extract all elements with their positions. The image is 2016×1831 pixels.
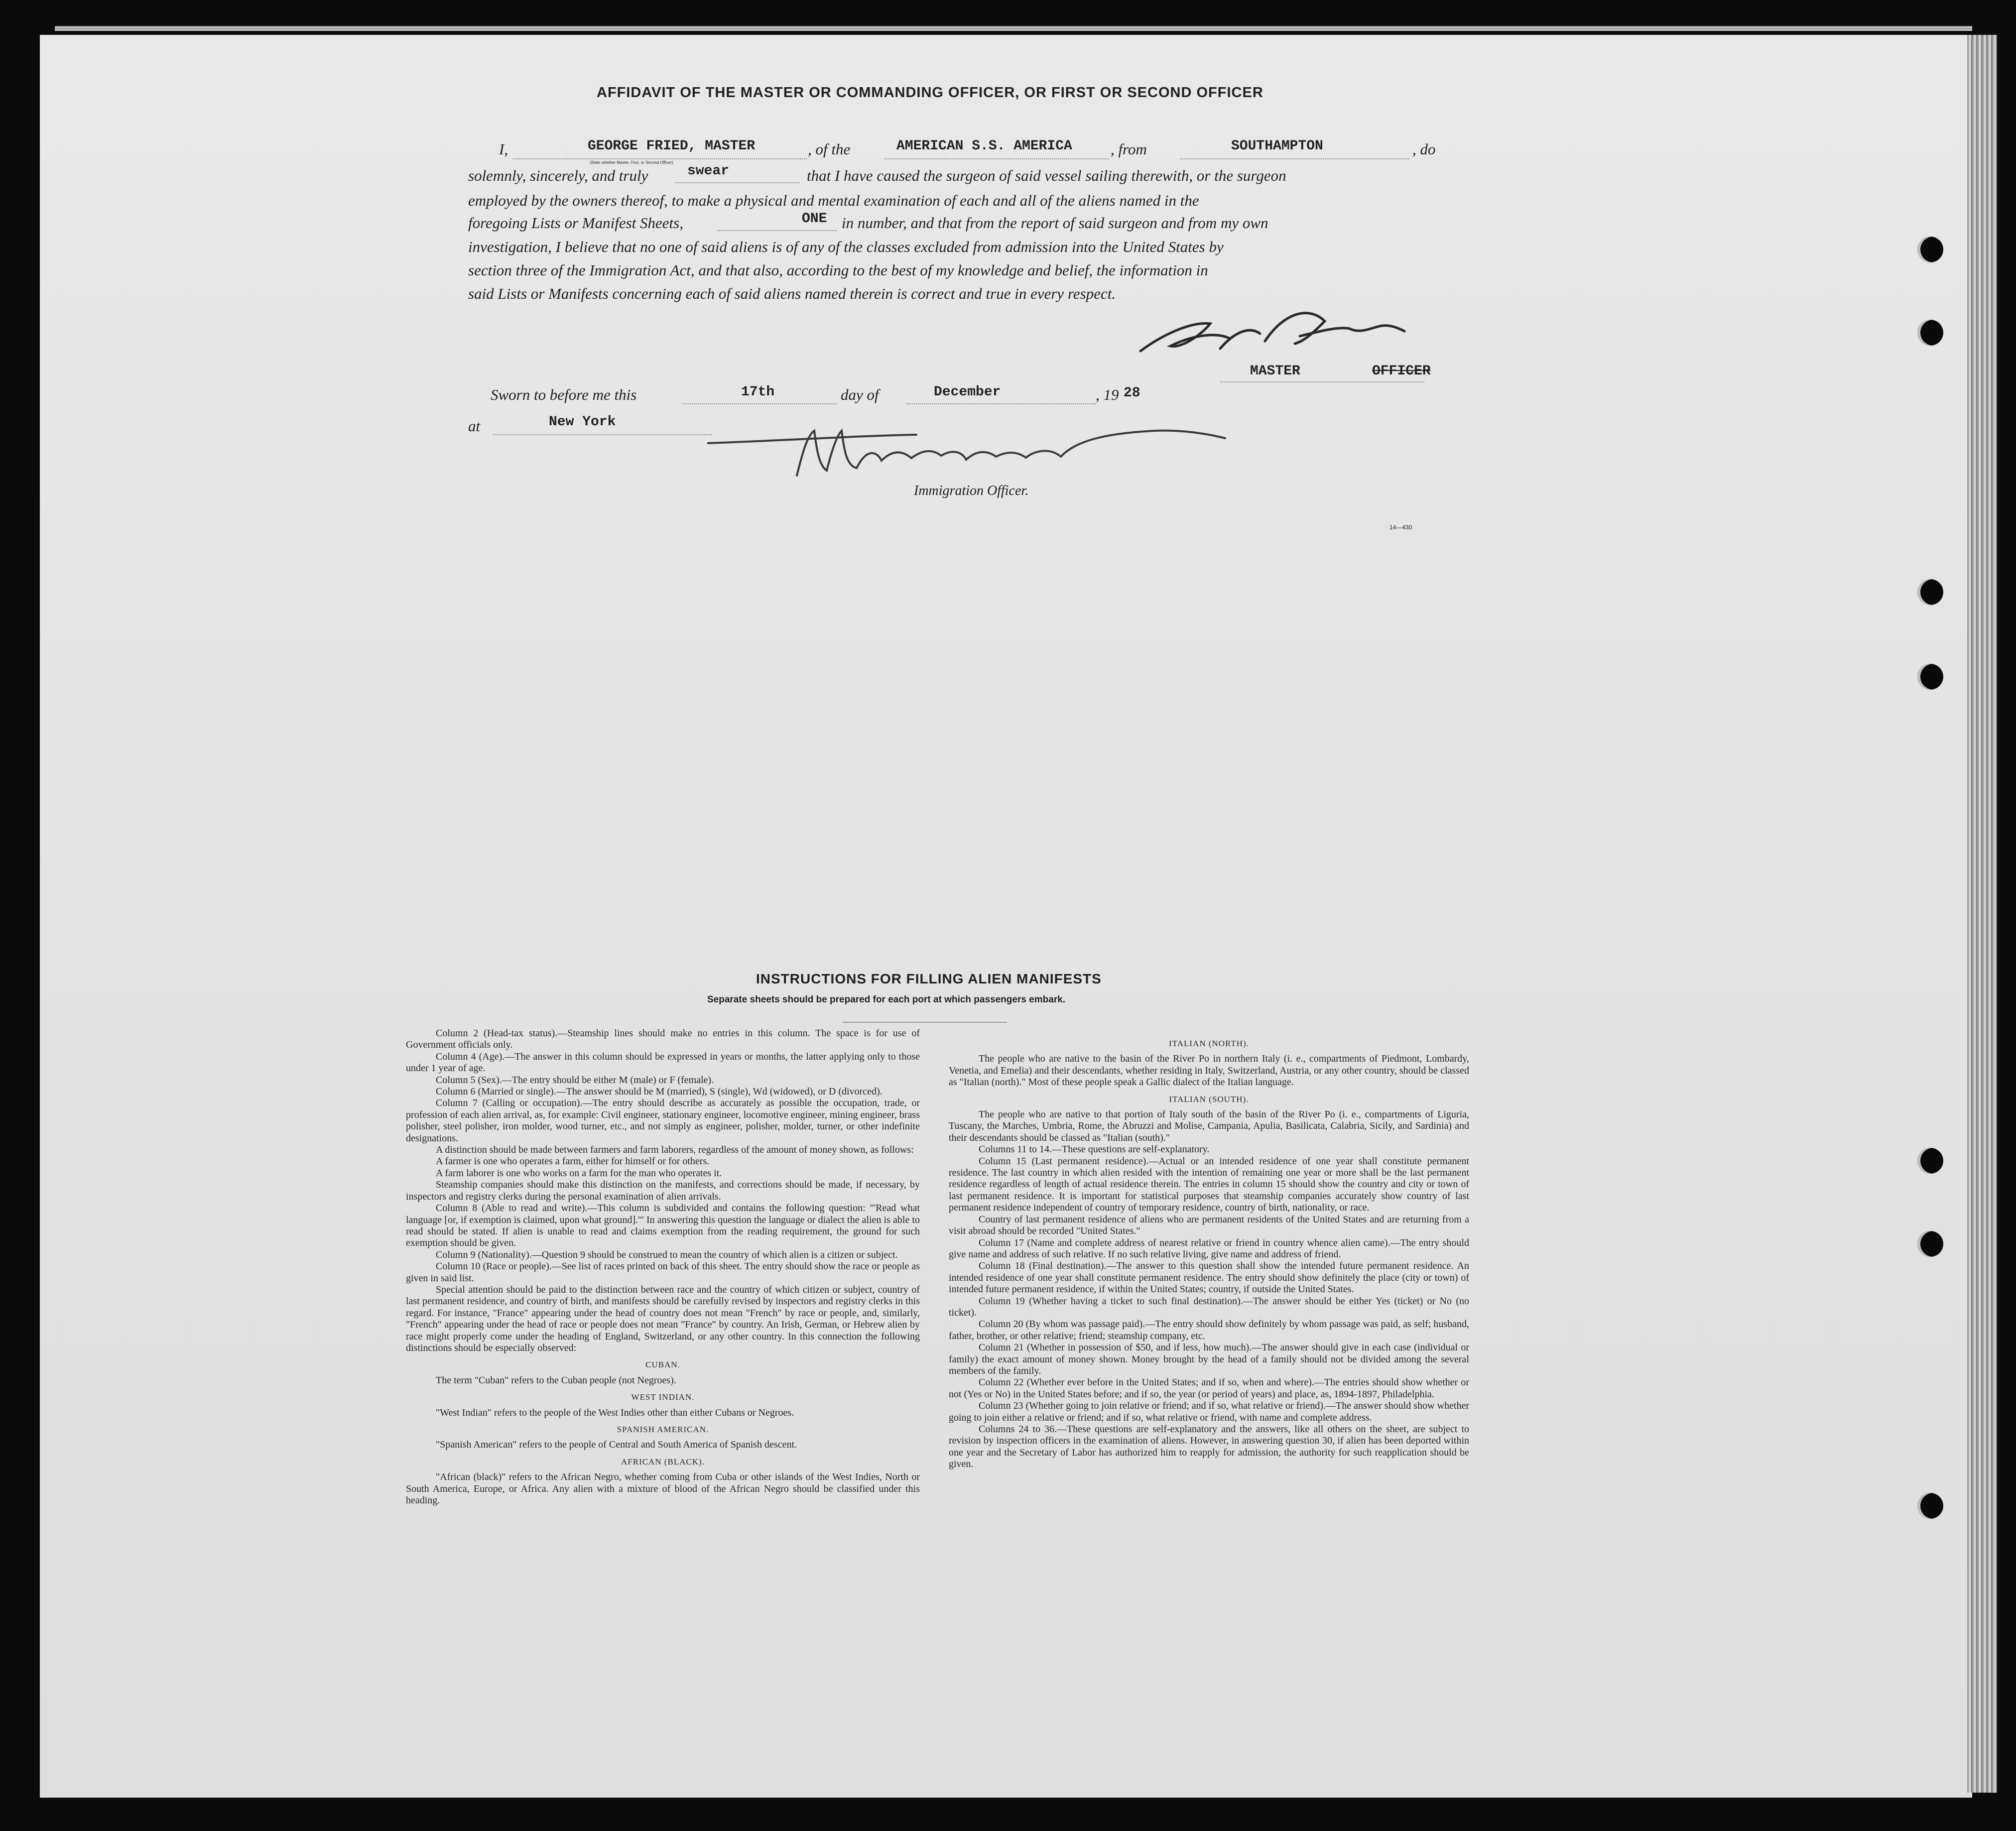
binder-hole bbox=[1917, 1231, 1943, 1257]
instruction-paragraph: The people who are native to the basin of the River Po in northern Italy (i. e., compartments of Piedmont, Lombardy, Venetia, and Emelia) and their descendants, whether residing in Italy, Switzerland, Austria, or any other country, should be classed as "Italian (north)." Most of these people speak a Gallic dialect of the Italian language. bbox=[949, 1053, 1469, 1088]
binder-hole bbox=[1917, 320, 1943, 346]
affidavit-heading: AFFIDAVIT OF THE MASTER OR COMMANDING OFFICER, OR FIRST OR SECOND OFFICER bbox=[597, 85, 1263, 101]
affidavit-text: solemnly, sincerely, and truly bbox=[468, 167, 648, 184]
section-heading: CUBAN. bbox=[645, 1360, 680, 1370]
do-label: , do bbox=[1412, 140, 1436, 158]
section-heading: ITALIAN (NORTH). bbox=[1169, 1039, 1249, 1048]
page-edge-stack bbox=[1967, 35, 1997, 1793]
binder-hole bbox=[1917, 1148, 1943, 1174]
instructions-right-column bbox=[949, 1033, 1469, 1470]
binder-hole bbox=[1917, 1493, 1943, 1519]
section-heading: SPANISH AMERICAN. bbox=[617, 1425, 709, 1434]
instruction-paragraph: Column 15 (Last permanent residence).—Actual or an intended residence of one year shall constitute permanent residence. The last country in which alien resided with the intention of remaining one year or more shall be the last permanent residence regardless of length of actual residence therein. The entries in column 15 should show the country and city or town of last permanent residence. It is important for statistical purposes that steamship companies accurately show country of last permanent residence independent of country of temporary residence, country of birth, nationality, or race. bbox=[949, 1155, 1469, 1214]
underline bbox=[493, 434, 712, 435]
instruction-paragraph: Column 8 (Able to read and write).—This column is subdivided and contains the following question: "'Read what language [or, if exemption is claimed, upon what ground].'" In answering this question the language or dialect the alien is able to read should be stated. If alien is unable to read and claims exemption from the reading requirement, the ground for such exemption should be given. bbox=[406, 1203, 920, 1249]
instruction-paragraph: "Spanish American" refers to the people of Central and South America of Spanish descent. bbox=[436, 1439, 797, 1451]
section-heading: WEST INDIAN. bbox=[631, 1392, 695, 1402]
instruction-paragraph: Column 17 (Name and complete address of nearest relative or friend in country whence alien came).—The entry should give name and address of such relative. If no such relative living, give name and address of friend. bbox=[949, 1237, 1469, 1260]
i-label: I, bbox=[499, 140, 508, 158]
year-prefix: , 19 bbox=[1096, 386, 1119, 403]
affidavit-text: said Lists or Manifests concerning each of said aliens named therein is correct and true in every respect. bbox=[468, 285, 1116, 302]
instruction-paragraph: Column 18 (Final destination).—The answer to this question shall show the intended future permanent residence. An intended residence of one year shall constitute permanent residence. The entry should show definitely the place (city or town) of intended future permanent residence, if within the United States; country, if outside the United States. bbox=[949, 1260, 1469, 1295]
from-label: , from bbox=[1111, 140, 1147, 158]
sworn-place: New York bbox=[549, 414, 616, 430]
underline bbox=[717, 230, 837, 231]
of-the-label: , of the bbox=[808, 140, 851, 158]
instruction-paragraph: Column 19 (Whether having a ticket to such final destination).—The answer should be either Yes (ticket) or No (no ticket). bbox=[949, 1295, 1469, 1318]
underline bbox=[682, 403, 837, 404]
underline bbox=[884, 158, 1109, 159]
affidavit-text: section three of the Immigration Act, and that also, according to the best of my knowledge and belief, the information in bbox=[468, 261, 1208, 279]
instruction-paragraph: Column 20 (By whom was passage paid).—The entry should show definitely by whom passage was paid, as self; husband, father, brother, or other relative; friend; steamship company, etc. bbox=[949, 1319, 1469, 1342]
instruction-paragraph: A distinction should be made between farmers and farm laborers, regardless of the amount of money shown, as follows: bbox=[436, 1144, 914, 1156]
instruction-paragraph: Column 21 (Whether in possession of $50, and if less, how much).—The answer should give in each case (individual or family) the exact amount of money shown. Money brought by the head of a family should not be divided among the several members of the family. bbox=[949, 1342, 1469, 1376]
instruction-paragraph: Steamship companies should make this distinction on the manifests, and corrections should be made, if necessary, by inspectors and registry clerks during the personal examination of alien arrivals. bbox=[406, 1179, 920, 1202]
instruction-paragraph: A farmer is one who operates a farm, either for himself or for others. bbox=[436, 1156, 710, 1167]
affidavit-text: employed by the owners thereof, to make a physical and mental examination of each and all of the aliens named in the bbox=[468, 192, 1199, 209]
vessel-name: AMERICAN S.S. AMERICA bbox=[896, 138, 1072, 154]
instruction-paragraph: Column 4 (Age).—The answer in this column should be expressed in years or months, the latter applying only to those under 1 year of age. bbox=[406, 1051, 920, 1074]
instruction-paragraph: Column 6 (Married or single).—The answer should be M (married), S (single), Wd (widowed), or D (divorced). bbox=[436, 1086, 882, 1098]
instruction-paragraph: Column 2 (Head-tax status).—Steamship lines should make no entries in this column. The space is for use of Government officials only. bbox=[406, 1028, 920, 1051]
instruction-paragraph: Columns 24 to 36.—These questions are self-explanatory and the answers, like all others on the sheet, are subject to revision by inspection officers in the examination of aliens. However, in answering question 30, if alien has been deported within one year and the Secretary of Labor has authorized him to reapply for admission, the authority for such reapplication should be given. bbox=[949, 1424, 1469, 1470]
instruction-paragraph: Column 5 (Sex).—The entry should be either M (male) or F (female). bbox=[436, 1074, 714, 1086]
binder-hole bbox=[1917, 664, 1943, 690]
sworn-month: December bbox=[934, 384, 1001, 400]
section-heading: AFRICAN (BLACK). bbox=[621, 1457, 705, 1466]
instruction-paragraph: Country of last permanent residence of aliens who are permanent residents of the United States and are returning from a visit abroad should be recorded "United States." bbox=[949, 1214, 1469, 1237]
instructions-heading: INSTRUCTIONS FOR FILLING ALIEN MANIFESTS bbox=[756, 971, 1102, 986]
sworn-label: Sworn to before me this bbox=[491, 386, 637, 403]
instruction-paragraph: "African (black)" refers to the African Negro, whether coming from Cuba or other islands of the West Indies, North or South America, Europe, or Africa. Any alien with a mixture of blood of the African Negro should be classified under this heading. bbox=[406, 1471, 920, 1506]
affidavit-text: that I have caused the surgeon of said vessel sailing therewith, or the surgeon bbox=[807, 167, 1286, 184]
instruction-paragraph: Column 9 (Nationality).—Question 9 should be construed to mean the country of which alien is a citizen or subject. bbox=[436, 1249, 898, 1260]
instruction-paragraph: The people who are native to that portion of Italy south of the basin of the River Po (i. e., compartments of Liguria, Tuscany, the Marches, Umbria, Rome, the Abruzzi and Molise, Campania, Apulia, Basilicata, Calabria, Sicily, and Sardinia) and their descendants should be classed as "Italian (south)." bbox=[949, 1109, 1469, 1143]
instruction-paragraph: Column 22 (Whether ever before in the United States; and if so, when and where).—The entries should show whether or not (Yes or No) in the United States before; and if so, the year (or period of years) and place, as, 1894-1897, Philadelphia. bbox=[949, 1377, 1469, 1400]
instructions-left-column bbox=[406, 1028, 920, 1506]
sworn-day: 17th bbox=[741, 384, 775, 400]
day-of-label: day of bbox=[841, 386, 879, 403]
affidavit-text: investigation, I believe that no one of said aliens is of any of the classes excluded from admission into the United States by bbox=[468, 238, 1224, 255]
affidavit-text: in number, and that from the report of said surgeon and from my own bbox=[842, 214, 1268, 232]
section-heading: ITALIAN (SOUTH). bbox=[1169, 1094, 1249, 1104]
underline bbox=[1220, 381, 1424, 382]
rank-note: (State whether Master, First, or Second Officer) bbox=[590, 160, 673, 165]
underline bbox=[1180, 158, 1409, 159]
underline bbox=[906, 403, 1096, 404]
instruction-paragraph: A farm laborer is one who works on a farm for the man who operates it. bbox=[436, 1167, 722, 1179]
instruction-paragraph: Special attention should be paid to the distinction between race and the country of which citizen or subject, country of last permanent residence, and country of birth, and manifests should be carefully revised by inspectors and registry clerks in this regard. For instance, "France" appearing under the head of country does not mean "French" by race or people, and, similarly, "French" appearing under the head of race or people does not mean "France" by country. An Irish, German, or Hebrew alien by race might properly come under the heading of England, Switzerland, or any other country. In this connection the following distinctions should be especially observed: bbox=[406, 1284, 920, 1353]
instruction-paragraph: Column 7 (Calling or occupation).—The entry should describe as accurately as possible the occupation, trade, or profession of each alien arrival, as, for example: Civil engineer, stationary engineer, locomotive engineer, mining engineer, brass polisher, steel polisher, iron molder, wood turner, etc., and not simply as engineer, polisher, molder, turner, or other indefinite designations. bbox=[406, 1098, 920, 1144]
signer-title: MASTER bbox=[1250, 364, 1300, 379]
instruction-paragraph: Column 23 (Whether going to join relative or friend; and if so, what relative or friend).—The answer should show whether going to join either a relative or friend; and if so, what relative or friend, with name and complete address. bbox=[949, 1400, 1469, 1423]
instruction-paragraph: "West Indian" refers to the people of the West Indies other than either Cubans or Negroes. bbox=[436, 1407, 794, 1418]
form-number: 14—430 bbox=[1389, 524, 1412, 531]
instruction-paragraph: Columns 11 to 14.—These questions are self-explanatory. bbox=[979, 1144, 1210, 1155]
instructions-subheading: Separate sheets should be prepared for each port at which passengers embark. bbox=[707, 994, 1066, 1005]
master-signature bbox=[1131, 301, 1414, 366]
underline bbox=[513, 158, 807, 159]
master-name: GEORGE FRIED, MASTER bbox=[588, 138, 756, 154]
port-name: SOUTHAMPTON bbox=[1231, 138, 1323, 154]
sworn-year: 28 bbox=[1124, 385, 1140, 401]
officer-signature bbox=[707, 421, 1235, 490]
sheet-count: ONE bbox=[802, 211, 827, 227]
instruction-paragraph: Column 10 (Race or people).—See list of races printed on back of this sheet. The entry should show the race or people as given in said list. bbox=[406, 1261, 920, 1284]
affidavit-text: foregoing Lists or Manifest Sheets, bbox=[468, 214, 683, 232]
underline bbox=[675, 182, 800, 183]
binder-hole bbox=[1917, 579, 1943, 605]
at-label: at bbox=[468, 417, 481, 435]
officer-label: Immigration Officer. bbox=[914, 483, 1029, 498]
oath-word: swear bbox=[687, 163, 730, 179]
page-edge-top bbox=[55, 26, 1972, 31]
binder-hole bbox=[1917, 237, 1943, 262]
struck-title: OFFICER bbox=[1372, 364, 1431, 379]
instruction-paragraph: The term "Cuban" refers to the Cuban people (not Negroes). bbox=[436, 1374, 676, 1386]
divider bbox=[843, 1022, 1007, 1023]
